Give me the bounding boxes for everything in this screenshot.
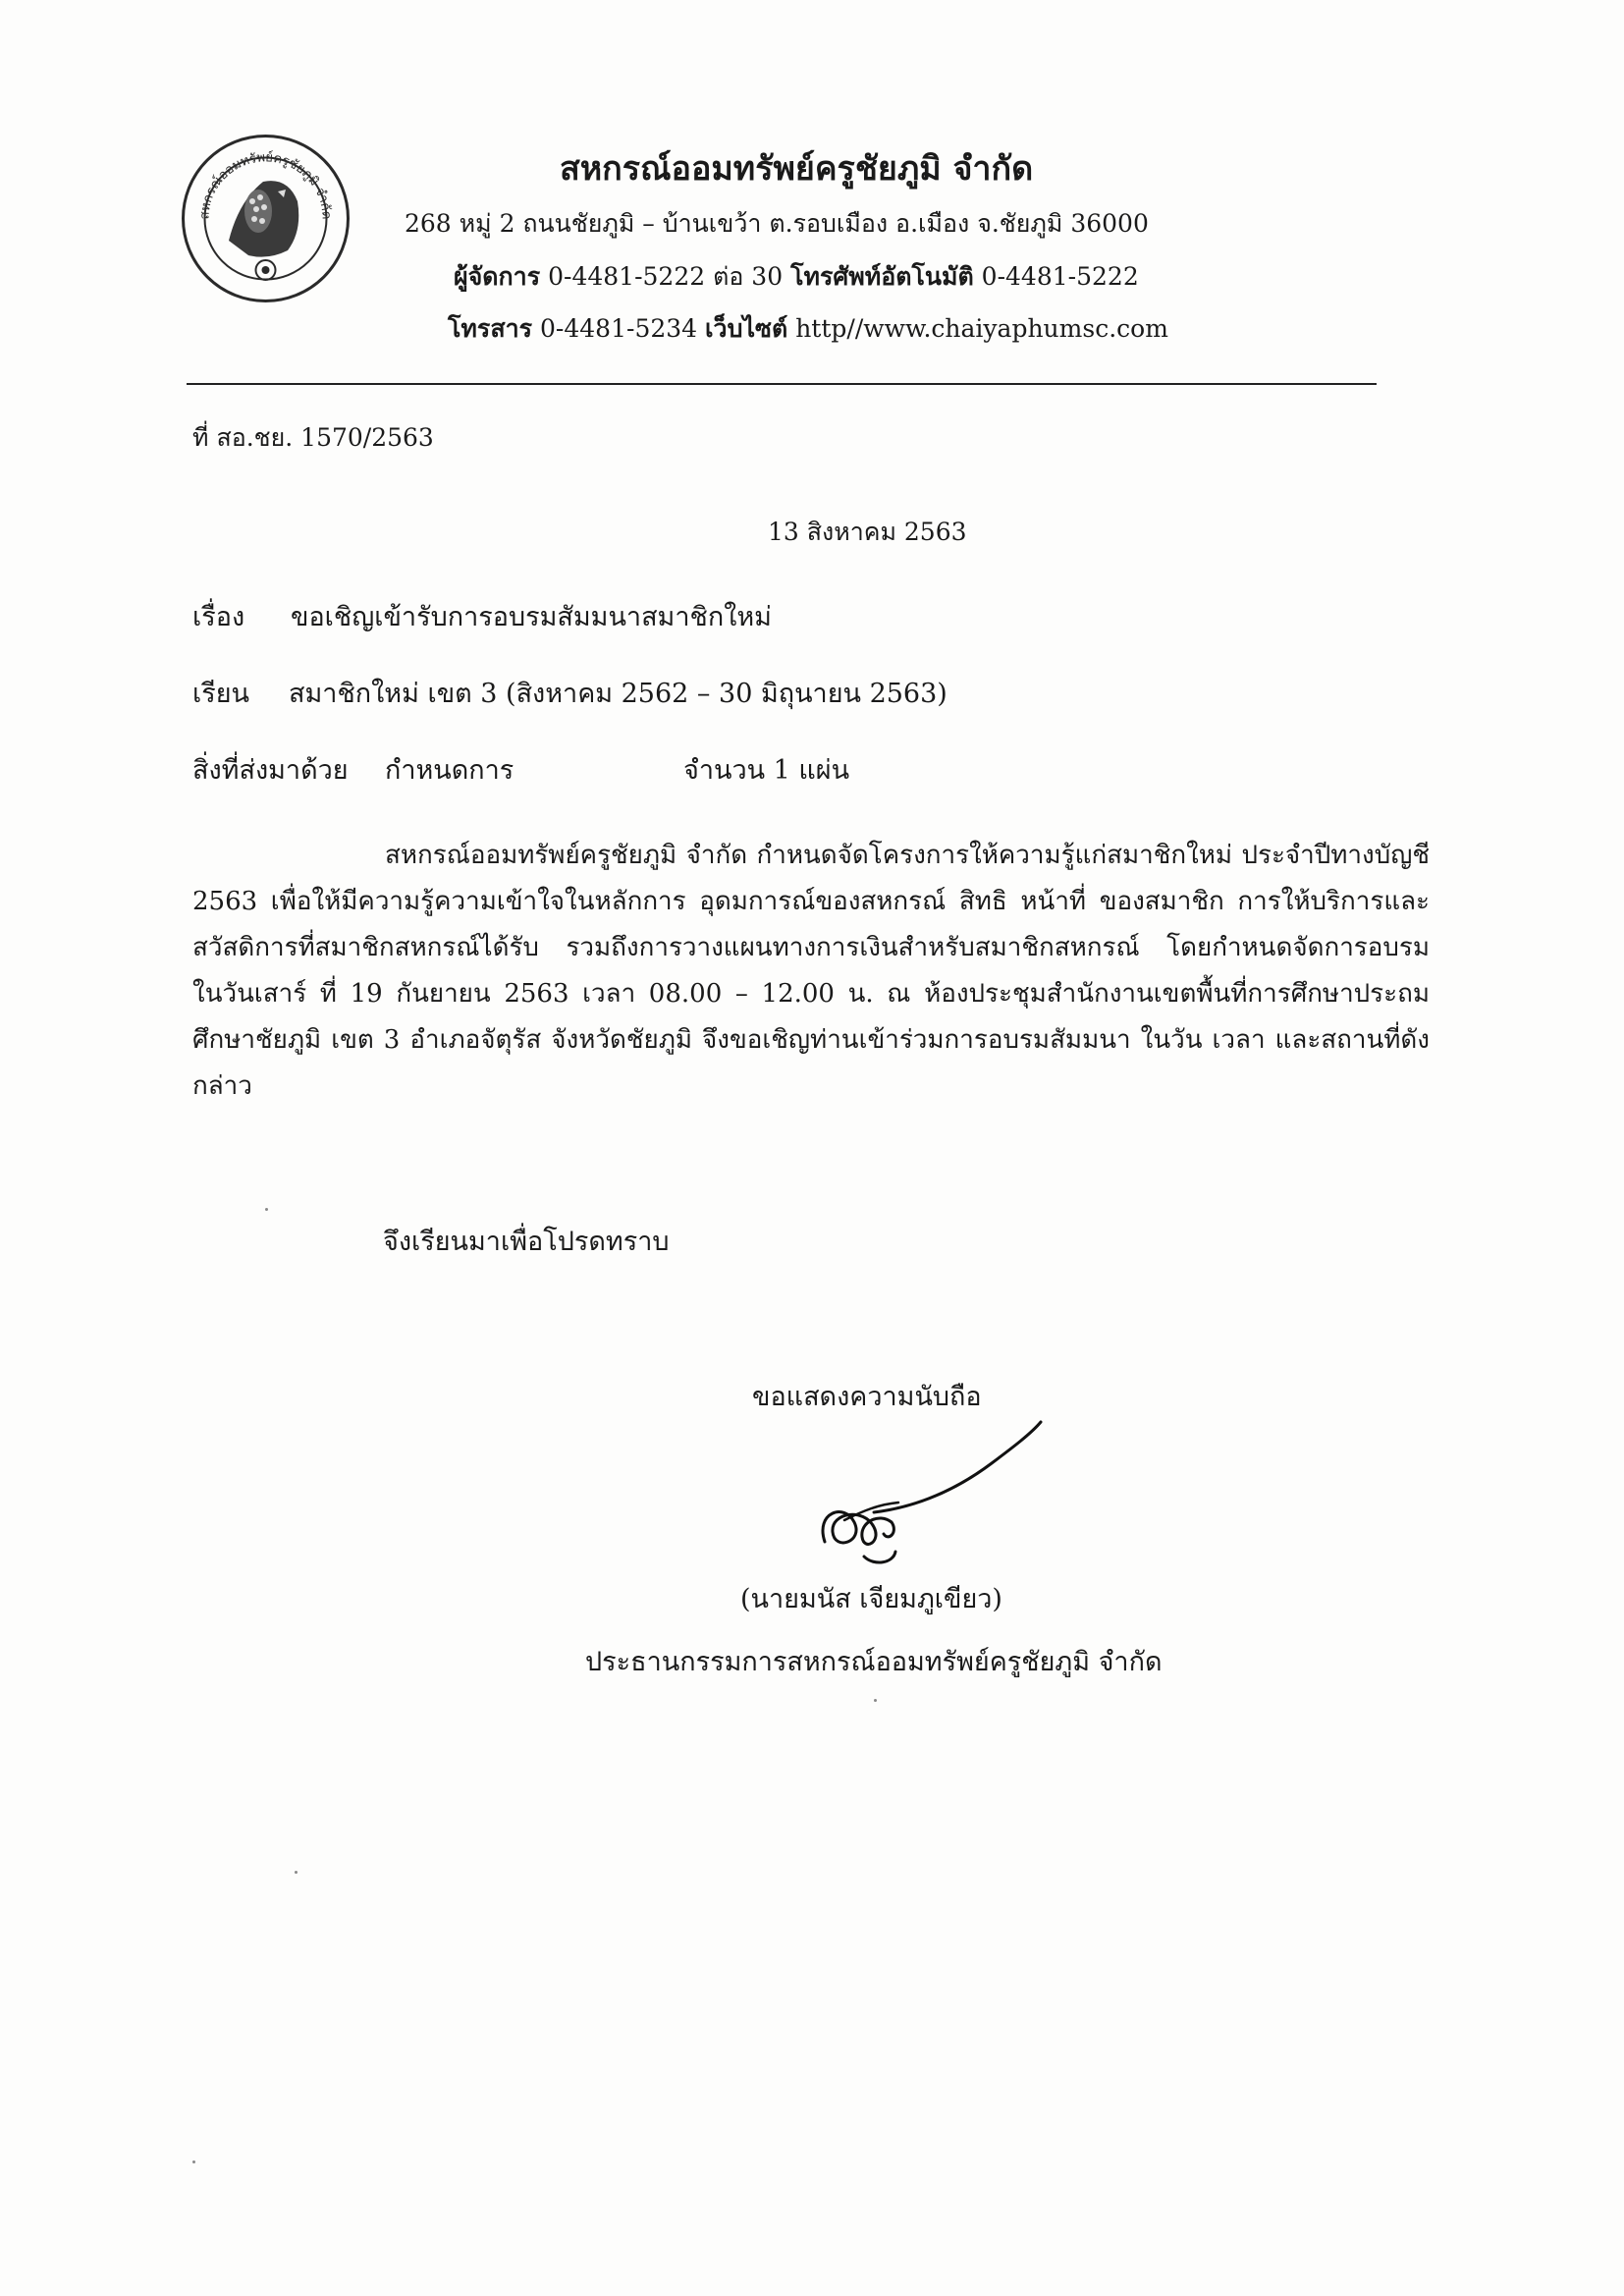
- scan-speck: [192, 2160, 195, 2163]
- organization-address: 268 หมู่ 2 ถนนชัยภูมิ – บ้านเขว้า ต.รอบเมือง อ.เมือง จ.ชัยภูมิ 36000: [405, 209, 1149, 238]
- scan-speck: [295, 1871, 298, 1874]
- manager-phone: 0-4481-5222 ต่อ 30: [548, 262, 784, 291]
- recipient-text: สมาชิกใหม่ เขต 3 (สิงหาคม 2562 – 30 มิถุนายน 2563): [289, 679, 947, 709]
- contact-phones: [454, 257, 1139, 297]
- enclosure-amount: จำนวน 1 แผ่น: [683, 755, 850, 786]
- closing-line: จึงเรียนมาเพื่อโปรดทราบ: [383, 1227, 670, 1257]
- cooperative-seal-logo: [180, 133, 352, 304]
- svg-text:สหกรณ์ออมทรัพย์ครูชัยภูมิ จำกั: สหกรณ์ออมทรัพย์ครูชัยภูมิ จำกัด: [197, 150, 334, 220]
- website-label: เว็บไซต์: [705, 314, 788, 343]
- regards-line: ขอแสดงความนับถือ: [752, 1382, 982, 1412]
- letter-date: 13 สิงหาคม 2563: [768, 518, 967, 546]
- auto-phone-label: โทรศัพท์อัตโนมัติ: [790, 262, 974, 291]
- reference-value: สอ.ชย. 1570/2563: [216, 423, 434, 452]
- enclosure-row: [192, 748, 850, 791]
- signer-name: (นายมนัส เจียมภูเขียว): [740, 1584, 1002, 1614]
- organization-name: สหกรณ์ออมทรัพย์ครูชัยภูมิ จำกัด: [560, 149, 1034, 189]
- signer-title: ประธานกรรมการสหกรณ์ออมทรัพย์ครูชัยภูมิ จำกัด: [585, 1647, 1163, 1677]
- auto-phone: 0-4481-5222: [981, 262, 1139, 291]
- subject-row: [192, 595, 772, 637]
- header-divider: [187, 383, 1377, 385]
- enclosure-text: กำหนดการ: [385, 755, 514, 786]
- scan-speck: [265, 1208, 268, 1211]
- scan-speck: [874, 1699, 877, 1702]
- reference-number: [192, 418, 434, 458]
- recipient-row: [192, 672, 947, 714]
- recipient-label: เรียน: [192, 679, 250, 709]
- subject-label: เรื่อง: [192, 602, 245, 632]
- contact-fax-web: [448, 309, 1168, 349]
- letter-body: สหกรณ์ออมทรัพย์ครูชัยภูมิ จำกัด กำหนดจัดโครงการให้ความรู้แก่สมาชิกใหม่ ประจำปีทางบัญชี 2563 เพื่อให้มีความรู้ความเข้าใจในหลักการ อุดมการณ์ของสหกรณ์ สิทธิ หน้าที่ ของสมาชิก การให้บริการและสวัสดิการที่สมาชิกสหกรณ์ได้รับ รวมถึงการวางแผนทางการเงินสำหรับสมาชิกสหกรณ์ โดยกำหนดจัดการอบรม ในวันเสาร์ ที่ 19 กันยายน 2563 เวลา 08.00 – 12.00 น. ณ ห้องประชุมสำนักงานเขตพื้นที่การศึกษาประถมศึกษาชัยภูมิ เขต 3 อำเภอจัตุรัส จังหวัดชัยภูมิ จึงขอเชิญท่านเข้าร่วมการอบรมสัมมนา ในวัน เวลา และสถานที่ดังกล่าว: [192, 841, 1430, 1101]
- enclosure-label: สิ่งที่ส่งมาด้วย: [192, 755, 349, 786]
- website-url: http//www.chaiyaphumsc.com: [795, 314, 1168, 343]
- fax-number: 0-4481-5234: [540, 314, 698, 343]
- manager-label: ผู้จัดการ: [454, 262, 541, 291]
- subject-text: ขอเชิญเข้ารับการอบรมสัมมนาสมาชิกใหม่: [291, 602, 772, 632]
- fax-label: โทรสาร: [448, 314, 533, 343]
- reference-label: ที่: [192, 423, 209, 452]
- handwritten-signature: [805, 1394, 1060, 1581]
